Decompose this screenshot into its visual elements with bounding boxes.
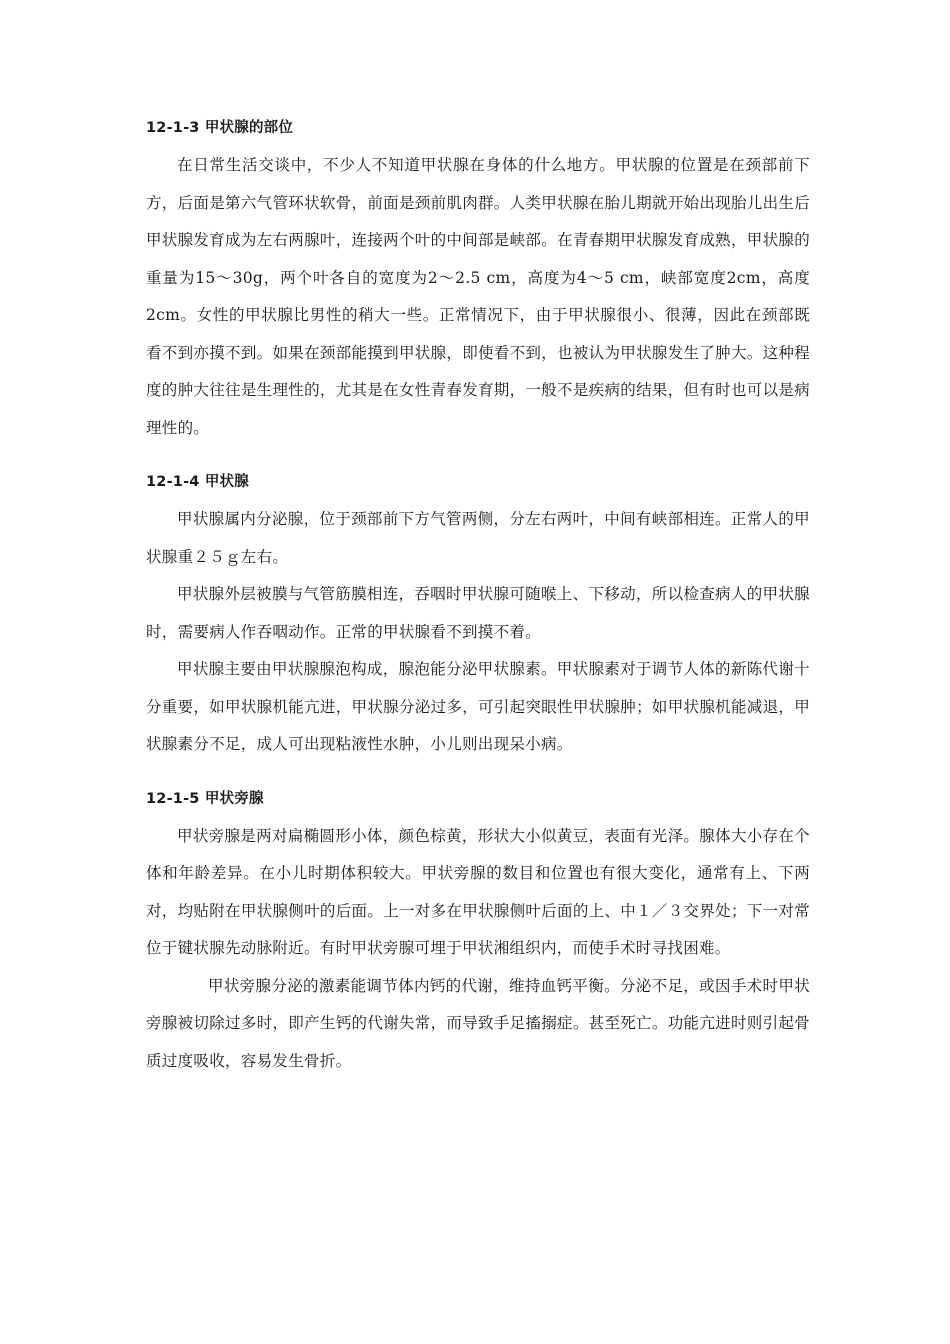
document-page <box>146 117 810 1080</box>
paragraph: 甲状旁腺是两对扁椭圆形小体，颜色棕黄，形状大小似黄豆，表面有光泽。腺体大小存在个体和年龄差异。在小儿时期体积较大。甲状旁腺的数目和位置也有很大变化，通常有上、下两对，均贴附在甲状腺侧叶的后面。上一对多在甲状腺侧叶后面的上、中１／３交界处；下一对常位于键状腺先动脉附近。有时甲状旁腺可埋于甲状湘组织内，而使手术时寻找困难。 <box>146 826 810 957</box>
section-thyroid-location <box>146 117 810 447</box>
section-thyroid <box>146 471 810 764</box>
paragraph: 甲状旁腺分泌的激素能调节体内钙的代谢，维持血钙平衡。分泌不足，或因手术时甲状旁腺被切除过多时，即产生钙的代谢失常，而导致手足搐搦症。甚至死亡。功能亢进时则引起骨质过度吸收，容易发生骨折。 <box>146 976 810 1070</box>
section-title: 12-1-3 甲状腺的部位 <box>146 120 294 136</box>
paragraph: 甲状腺外层被膜与气管筋膜相连，吞咽时甲状腺可随喉上、下移动，所以检查病人的甲状腺时，需要病人作吞咽动作。正常的甲状腺看不到摸不着。 <box>146 585 810 641</box>
section-title: 12-1-4 甲状腺 <box>146 474 249 490</box>
paragraph: 在日常生活交谈中，不少人不知道甲状腺在身体的什么地方。甲状腺的位置是在颈部前下方，后面是第六气管环状软骨，前面是颈前肌肉群。人类甲状腺在胎儿期就开始出现胎儿出生后甲状腺发育成为左右两腺叶，连接两个叶的中间部是峡部。在青春期甲状腺发育成熟，甲状腺的重量为15～30g，两个叶各自的宽度为2～2.5 cm，高度为4～5 cm，峡部宽度2cm，高度2cm。女性的甲状腺比男性的稍大一些。正常情况下，由于甲状腺很小、很薄，因此在颈部既看不到亦摸不到。如果在颈部能摸到甲状腺，即使看不到，也被认为甲状腺发生了肿大。这种程度的肿大往往是生理性的，尤其是在女性青春发育期，一般不是疾病的结果，但有时也可以是病理性的。 <box>146 156 810 437</box>
section-parathyroid <box>146 788 810 1081</box>
paragraph: 甲状腺属内分泌腺，位于颈部前下方气管两侧，分左右两叶，中间有峡部相连。正常人的甲状腺重２５ｇ左右。 <box>146 510 810 566</box>
section-title: 12-1-5 甲状旁腺 <box>146 790 264 807</box>
paragraph: 甲状腺主要由甲状腺腺泡构成，腺泡能分泌甲状腺素。甲状腺素对于调节人体的新陈代谢十分重要，如甲状腺机能亢进，甲状腺分泌过多，可引起突眼性甲状腺肿；如甲状腺机能减退，甲状腺素分不足，成人可出现粘液性水肿，小儿则出现呆小病。 <box>146 660 810 753</box>
